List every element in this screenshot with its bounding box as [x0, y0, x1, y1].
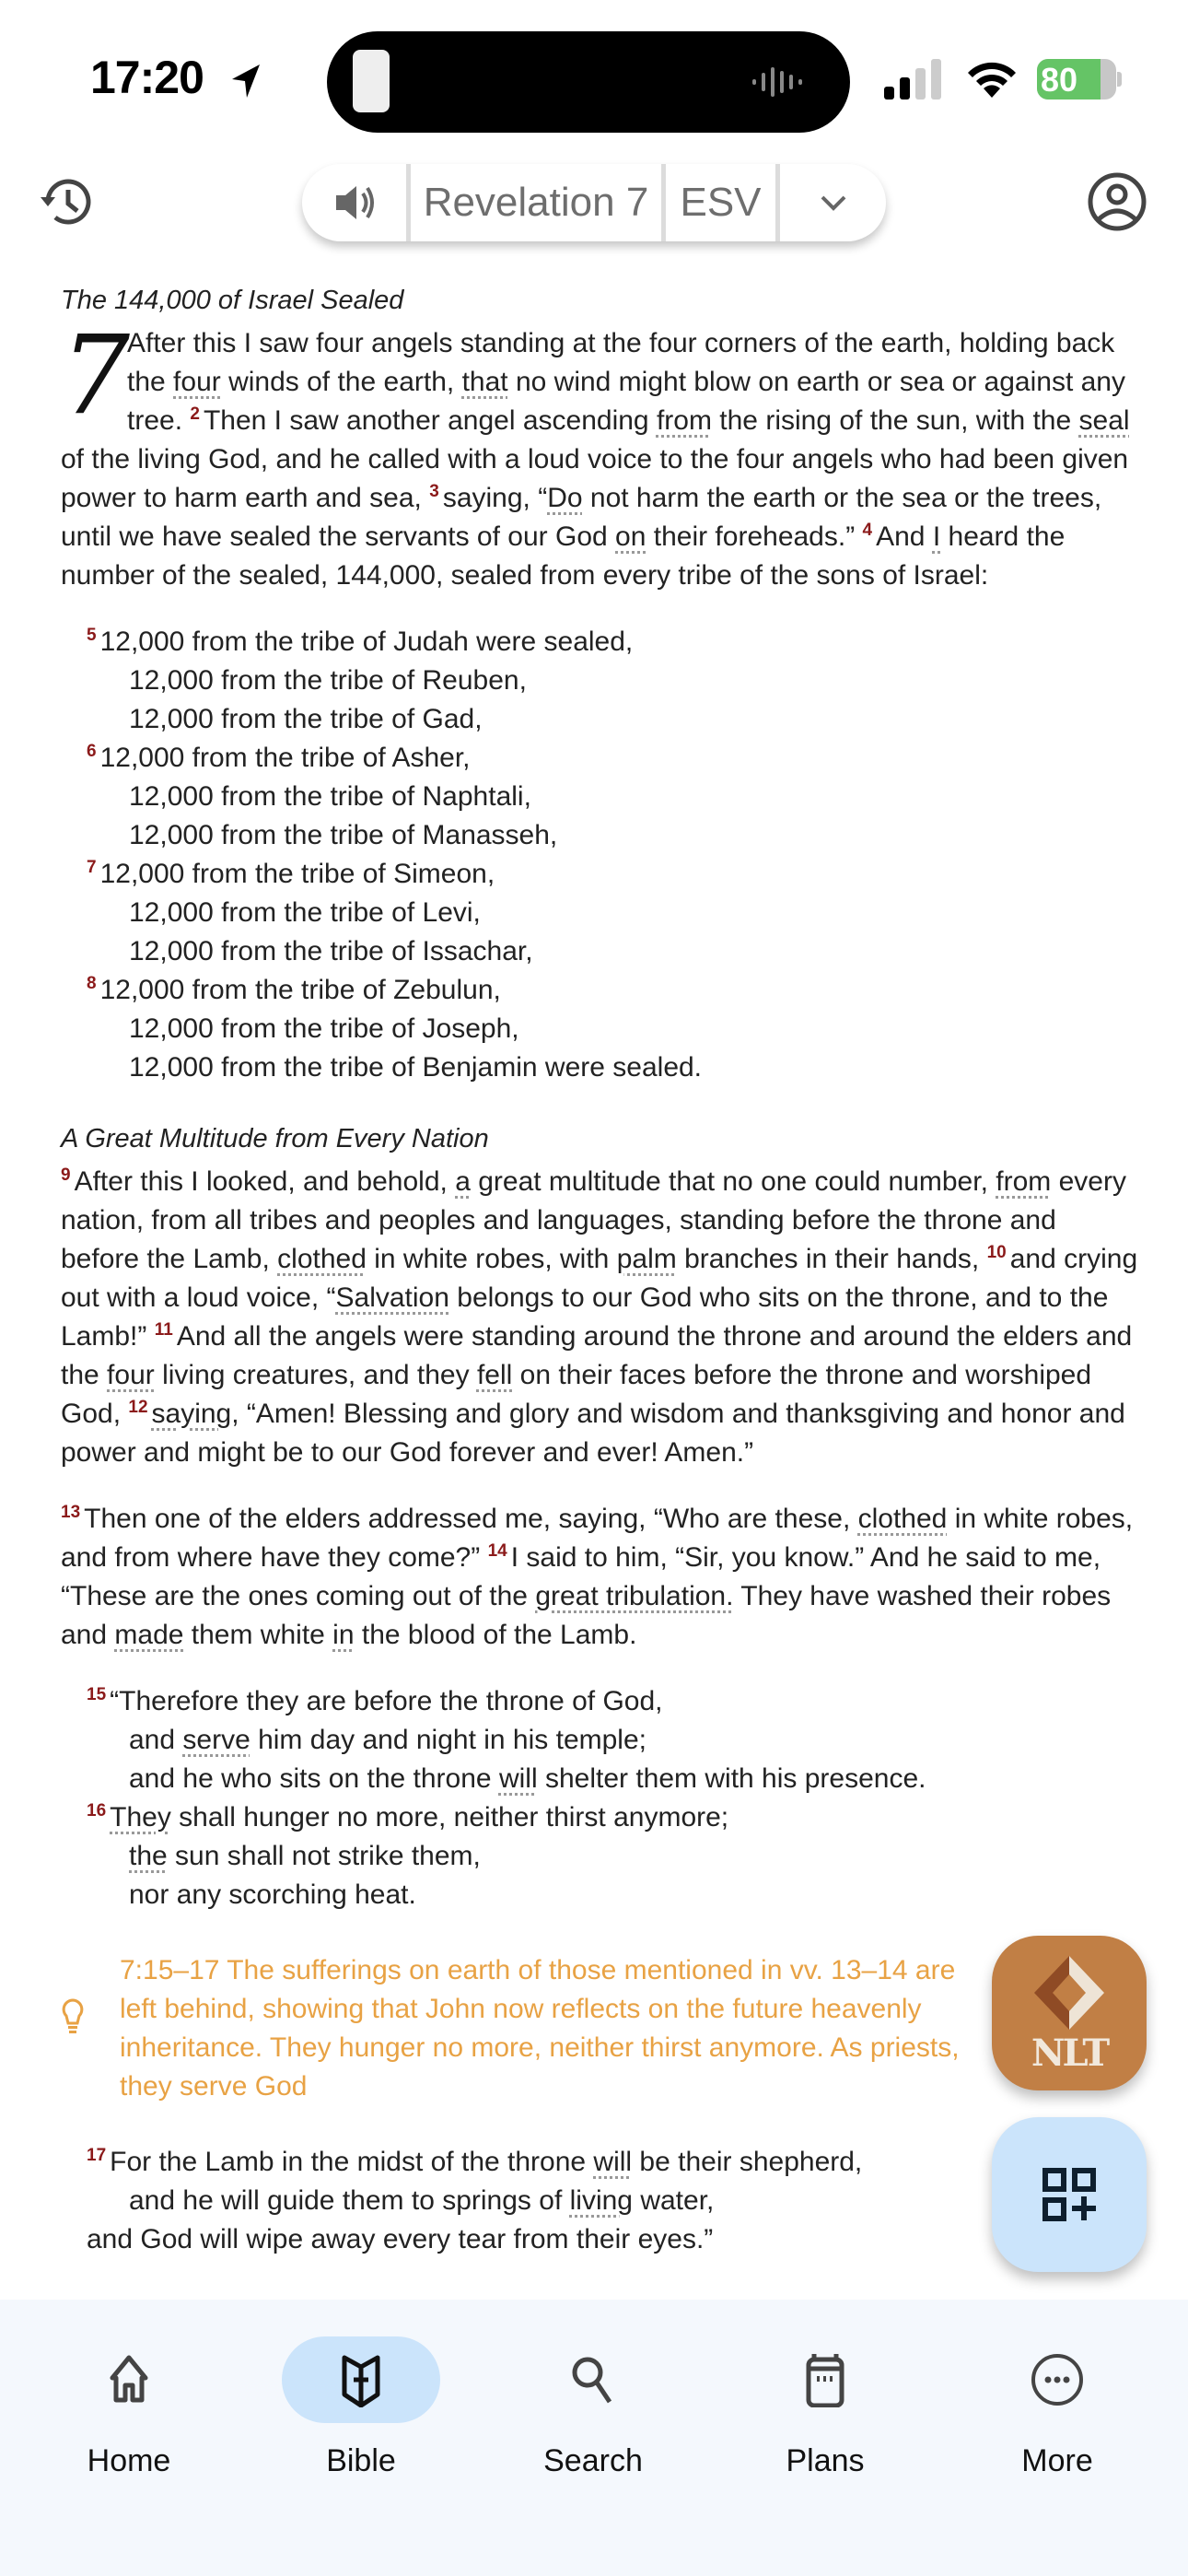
- chapter-number: 7: [61, 311, 131, 439]
- verse-number[interactable]: 3: [429, 482, 439, 501]
- verse-text: nor any scorching heat.: [129, 1879, 416, 1910]
- nlt-label: NLT: [1031, 2032, 1108, 2075]
- linked-word[interactable]: from: [996, 1166, 1052, 1197]
- verse-paragraph: [61, 311, 1138, 595]
- linked-word[interactable]: four: [173, 367, 221, 397]
- linked-word[interactable]: the: [129, 1841, 168, 1871]
- book-chapter-button[interactable]: Revelation 7: [411, 164, 666, 241]
- nav-label: Home: [87, 2443, 171, 2478]
- now-playing-thumbnail: [353, 50, 390, 112]
- verse-text: Then I saw another angel ascending: [203, 405, 657, 436]
- linked-word[interactable]: Salvation: [335, 1282, 449, 1313]
- poetry-block: [61, 1682, 1138, 1914]
- poetry-line: [61, 2220, 1138, 2259]
- verse-number[interactable]: 12: [128, 1398, 148, 1417]
- verse-text: water,: [632, 2185, 715, 2216]
- verse-number[interactable]: 13: [61, 1503, 81, 1522]
- verse-text: shall hunger no more, neither thirst anymore;: [170, 1802, 729, 1832]
- verse-text: 12,000 from the tribe of Zebulun,: [99, 975, 501, 1005]
- verse-number[interactable]: 14: [487, 1541, 507, 1561]
- linked-word[interactable]: seal: [1078, 405, 1130, 436]
- verse-text: Then one of the elders addressed me, saying, “Who are these,: [84, 1504, 858, 1534]
- status-bar: [0, 0, 1188, 147]
- cellular-signal-icon: [882, 59, 945, 100]
- verse-text: no wind might blow on earth or sea or against any tree.: [127, 367, 1125, 436]
- verse-text: and he who sits on the throne: [129, 1763, 499, 1794]
- nav-home[interactable]: [37, 2336, 221, 2502]
- nav-label: Search: [543, 2443, 643, 2478]
- verse-text: and crying out with a loud voice, “: [61, 1244, 1138, 1313]
- linked-word[interactable]: living: [569, 2185, 633, 2216]
- verse-text: living creatures, and they: [154, 1360, 477, 1390]
- linked-word[interactable]: will: [498, 1763, 538, 1794]
- verse-text: After this I looked, and behold,: [74, 1166, 456, 1197]
- nav-label: Plans: [786, 2443, 865, 2478]
- tribes-list: [61, 623, 1138, 1087]
- verse-text: 12,000 from the tribe of Asher,: [99, 743, 471, 773]
- verse-text: on their faces before the throne and worshiped God,: [61, 1360, 1092, 1429]
- verse-text: After this I saw four angels standing at the four corners of the earth, holding back the: [127, 328, 1115, 397]
- location-arrow-icon: [228, 63, 262, 100]
- linked-word[interactable]: from: [656, 405, 712, 436]
- battery-indicator: [1037, 59, 1122, 100]
- audio-button[interactable]: [302, 164, 411, 241]
- verse-text: 12,000 from the tribe of Benjamin were sealed.: [129, 1052, 703, 1083]
- linked-word[interactable]: I: [932, 521, 941, 552]
- verse-text: and: [129, 1725, 183, 1755]
- add-widget-button[interactable]: [992, 2117, 1147, 2272]
- nav-label: Bible: [326, 2443, 396, 2478]
- calendar-icon: [798, 2352, 853, 2407]
- verse-number[interactable]: 8: [87, 974, 97, 993]
- poetry-line: [61, 971, 1138, 1010]
- verse-text: branches in their hands,: [676, 1244, 987, 1274]
- linked-word[interactable]: a: [455, 1166, 471, 1197]
- poetry-line: [61, 739, 1138, 778]
- verse-text: in white robes, and from where have they come?”: [61, 1504, 1134, 1573]
- version-button[interactable]: ESV: [666, 164, 780, 241]
- verse-number[interactable]: 16: [87, 1801, 107, 1821]
- linked-word[interactable]: four: [107, 1360, 155, 1390]
- verse-number[interactable]: 4: [862, 521, 873, 540]
- verse-number[interactable]: 6: [87, 742, 97, 761]
- poetry-line: [61, 662, 1138, 700]
- poetry-line: [61, 1798, 1138, 1837]
- audio-wave-icon: [751, 65, 806, 99]
- study-note[interactable]: [61, 1951, 1138, 2106]
- poetry-line: [61, 894, 1138, 932]
- verse-text: heard the number of the sealed, 144,000, sealed from every tribe of the sons of Israel:: [61, 521, 1066, 591]
- status-time: 17:20: [90, 52, 204, 103]
- study-note-text: 7:15–17 The sufferings on earth of those mentioned in vv. 13–14 are left behind, showing that John now reflects on the future heavenly inheritance. They hunger no more, neither thirst anymore. As priests, they serve God: [120, 1955, 960, 2102]
- profile-icon[interactable]: [1085, 170, 1149, 234]
- verse-text: saying, “: [442, 483, 548, 513]
- verse-text: the blood of the Lamb.: [354, 1620, 637, 1650]
- verse-text: every nation, from all tribes and peoples and languages, standing before the throne and before the Lamb,: [61, 1166, 1126, 1274]
- nlt-logo-icon: [1029, 1956, 1110, 2030]
- verse-text: I said to him, “Sir, you know.” And he said to me, “These are the ones coming out of the: [61, 1542, 1101, 1611]
- nav-label: More: [1021, 2443, 1093, 2478]
- bible-icon: [333, 2352, 389, 2407]
- verse-text: And all the angels were standing around the throne and around the elders and the: [61, 1321, 1133, 1390]
- verse-text: belongs to our God who sits on the throne, and to the Lamb!”: [61, 1282, 1109, 1352]
- add-widget-icon: [1042, 2167, 1097, 2222]
- home-icon: [101, 2352, 157, 2407]
- linked-word[interactable]: on: [615, 521, 646, 552]
- verse-text: in white robes, with: [366, 1244, 617, 1274]
- verse-number[interactable]: 2: [190, 404, 200, 424]
- verse-text: 12,000 from the tribe of Gad,: [129, 704, 483, 734]
- reference-selector: [302, 164, 886, 241]
- chevron-down-icon: [820, 193, 847, 212]
- linked-word[interactable]: serve: [182, 1725, 250, 1755]
- verse-text: 12,000 from the tribe of Issachar,: [129, 936, 533, 966]
- poetry-line: [61, 816, 1138, 855]
- linked-word[interactable]: clothed: [857, 1504, 948, 1534]
- nlt-study-button[interactable]: [992, 1936, 1147, 2090]
- wifi-icon: [965, 57, 1019, 100]
- verse-number[interactable]: 7: [87, 858, 97, 877]
- verse-text: 12,000 from the tribe of Reuben,: [129, 665, 527, 696]
- search-icon: [565, 2352, 621, 2407]
- poetry-line: [61, 1048, 1138, 1087]
- verse-text: shelter them with his presence.: [537, 1763, 926, 1794]
- active-indicator: [282, 2336, 440, 2423]
- verse-text: For the Lamb in the midst of the throne: [110, 2147, 594, 2177]
- reader-header: [0, 157, 1188, 249]
- options-dropdown-button[interactable]: [780, 164, 886, 241]
- verse-text: and he will guide them to springs of: [129, 2185, 570, 2216]
- verse-paragraph: [61, 1163, 1138, 1472]
- verse-text: “Therefore they are before the throne of God,: [110, 1686, 663, 1716]
- section-heading: A Great Multitude from Every Nation: [61, 1124, 489, 1153]
- nav-more[interactable]: [965, 2336, 1149, 2502]
- dynamic-island: [327, 31, 850, 133]
- linked-word[interactable]: that: [461, 367, 508, 397]
- linked-word[interactable]: in: [332, 1620, 355, 1650]
- speaker-icon: [332, 182, 377, 223]
- linked-word[interactable]: will: [593, 2147, 633, 2177]
- verse-text: their foreheads.”: [646, 521, 863, 552]
- linked-word[interactable]: They: [110, 1802, 171, 1832]
- verse-text: , “Amen! Blessing and glory and wisdom and thanksgiving and honor and power and might be to our God forever and ever! Amen.”: [61, 1399, 1125, 1468]
- linked-word[interactable]: Do: [547, 483, 583, 513]
- verse-text: not harm the earth or the sea or the trees, until we have sealed the servants of our God: [61, 483, 1102, 552]
- poetry-line: [61, 1837, 1138, 1876]
- history-clock-icon[interactable]: [35, 170, 99, 234]
- poetry-line: [61, 932, 1138, 971]
- linked-word[interactable]: great tribulation.: [535, 1581, 734, 1611]
- bottom-navigation: [0, 2300, 1188, 2576]
- nav-search[interactable]: [501, 2336, 685, 2502]
- verse-text: 12,000 from the tribe of Judah were sealed,: [99, 626, 634, 657]
- linked-word[interactable]: made: [114, 1620, 184, 1650]
- verse-text: be their shepherd,: [632, 2147, 863, 2177]
- verse-paragraph: [61, 1500, 1138, 1655]
- verse-text: They have washed their robes and: [61, 1581, 1112, 1650]
- verse-text: winds of the earth,: [220, 367, 462, 397]
- poetry-line: [61, 778, 1138, 816]
- verse-text: the rising of the sun, with the: [711, 405, 1079, 436]
- verse-number[interactable]: 9: [61, 1165, 71, 1185]
- verse-text: 12,000 from the tribe of Joseph,: [129, 1013, 519, 1044]
- verse-text: and God will wipe away every tear from their eyes.”: [87, 2224, 714, 2254]
- poetry-block: [61, 2143, 1138, 2259]
- poetry-line: [61, 2182, 1138, 2220]
- linked-word[interactable]: fell: [476, 1360, 513, 1390]
- verse-number[interactable]: 5: [87, 626, 97, 645]
- poetry-line: [61, 855, 1138, 894]
- verse-text: 12,000 from the tribe of Simeon,: [99, 859, 495, 889]
- verse-text: 12,000 from the tribe of Levi,: [129, 897, 481, 928]
- nav-bible[interactable]: [269, 2336, 453, 2502]
- battery-percent: 80: [1041, 61, 1078, 99]
- lightbulb-icon: [61, 1997, 85, 2034]
- verse-number[interactable]: 10: [986, 1243, 1007, 1262]
- poetry-line: [61, 700, 1138, 739]
- linked-word[interactable]: palm: [616, 1244, 677, 1274]
- section-heading: The 144,000 of Israel Sealed: [61, 286, 404, 315]
- verse-text: sun shall not strike them,: [167, 1841, 481, 1871]
- verse-number[interactable]: 17: [87, 2146, 107, 2165]
- poetry-line: [61, 1760, 1138, 1798]
- poetry-line: [61, 623, 1138, 662]
- verse-text: 12,000 from the tribe of Manasseh,: [129, 820, 558, 850]
- poetry-line: [61, 2143, 1138, 2182]
- verse-number[interactable]: 15: [87, 1685, 107, 1704]
- verse-text: 12,000 from the tribe of Naphtali,: [129, 781, 531, 812]
- poetry-line: [61, 1682, 1138, 1721]
- more-icon: [1030, 2352, 1085, 2407]
- poetry-line: [61, 1721, 1138, 1760]
- poetry-line: [61, 1010, 1138, 1048]
- verse-text: great multitude that no one could number,: [470, 1166, 996, 1197]
- linked-word[interactable]: clothed: [277, 1244, 367, 1274]
- verse-number[interactable]: 11: [154, 1320, 173, 1340]
- verse-text: And: [876, 521, 933, 552]
- poetry-line: [61, 1876, 1138, 1914]
- verse-text: him day and night in his temple;: [250, 1725, 646, 1755]
- bible-text: [61, 276, 1138, 2287]
- linked-word[interactable]: saying: [151, 1399, 232, 1429]
- verse-text: of the living God, and he called with a loud voice to the four angels who had been given power to harm earth and sea,: [61, 444, 1129, 513]
- verse-text: them white: [183, 1620, 333, 1650]
- nav-plans[interactable]: [733, 2336, 917, 2502]
